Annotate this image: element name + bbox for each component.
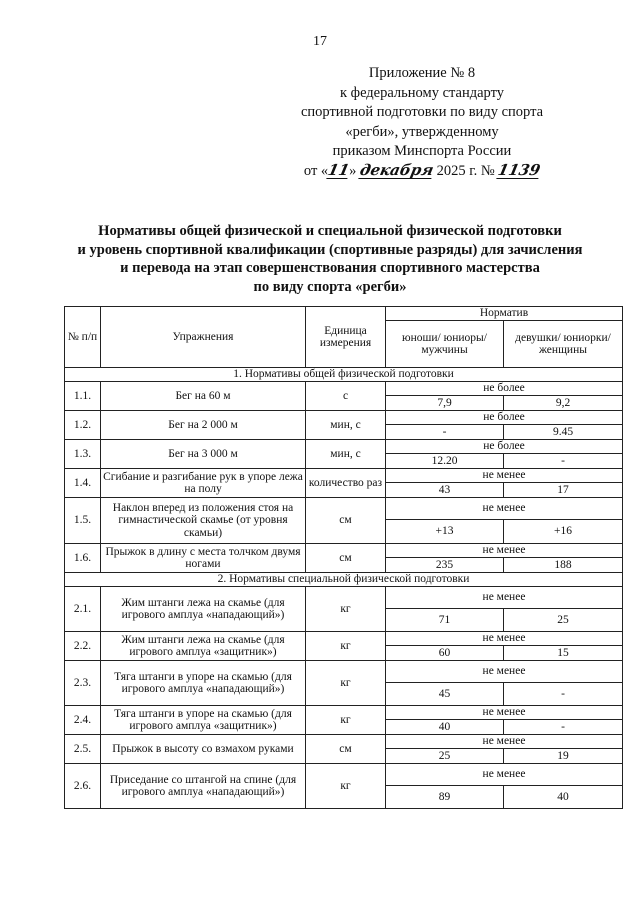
male-value: +13	[386, 520, 504, 544]
section-row	[65, 573, 623, 587]
exercise-name: Тяга штанги в упоре на скамью (для игрового амплуа «защитник»)	[101, 706, 306, 735]
male-value: 60	[386, 646, 504, 661]
page-number: 17	[313, 34, 327, 49]
table-row	[65, 498, 623, 520]
table-row	[65, 382, 623, 396]
row-number: 1.2.	[65, 411, 101, 440]
section-title: 2. Нормативы специальной физической подготовки	[65, 573, 623, 587]
header-male: юноши/ юниоры/ мужчины	[386, 321, 504, 368]
exercise-name: Сгибание и разгибание рук в упоре лежа на полу	[101, 469, 306, 498]
unit-of-measure: кг	[306, 661, 386, 706]
male-value: 43	[386, 483, 504, 498]
row-number: 1.3.	[65, 440, 101, 469]
header-unit: Единица измерения	[306, 307, 386, 368]
male-value: -	[386, 425, 504, 440]
row-number: 1.1.	[65, 382, 101, 411]
document-title	[60, 222, 600, 296]
norm-condition: не менее	[386, 544, 623, 558]
exercise-name: Жим штанги лежа на скамье (для игрового амплуа «нападающий»)	[101, 587, 306, 632]
table-row	[65, 469, 623, 483]
exercise-name: Наклон вперед из положения стоя на гимнастической скамье (от уровня скамьи)	[101, 498, 306, 544]
male-value: 235	[386, 558, 504, 573]
male-value: 89	[386, 785, 504, 808]
table-row	[65, 544, 623, 558]
female-value: -	[504, 454, 623, 469]
female-value: -	[504, 720, 623, 735]
title-line: по виду спорта «регби»	[253, 278, 407, 295]
female-value: 9.45	[504, 425, 623, 440]
norm-condition: не менее	[386, 661, 623, 683]
norm-condition: не более	[386, 382, 623, 396]
male-value: 40	[386, 720, 504, 735]
norm-condition: не менее	[386, 469, 623, 483]
exercise-name: Бег на 3 000 м	[101, 440, 306, 469]
unit-of-measure: с	[306, 382, 386, 411]
unit-of-measure: см	[306, 498, 386, 544]
table-row	[65, 440, 623, 454]
table-row	[65, 661, 623, 683]
female-value: +16	[504, 520, 623, 544]
male-value: 45	[386, 682, 504, 705]
row-number: 1.6.	[65, 544, 101, 573]
table-row	[65, 764, 623, 786]
title-line: и уровень спортивной квалификации (спортивные разряды) для зачисления	[77, 241, 583, 258]
norm-condition: не менее	[386, 735, 623, 749]
unit-of-measure: кг	[306, 764, 386, 809]
header-exercise: Упражнения	[101, 307, 306, 368]
table-row	[65, 587, 623, 609]
section-title: 1. Нормативы общей физической подготовки	[65, 368, 623, 382]
header-female: девушки/ юниорки/ женщины	[504, 321, 623, 368]
handwritten-month: декабря	[358, 160, 436, 179]
order-date-line	[262, 162, 582, 182]
header-num: № п/п	[65, 307, 101, 368]
date-year: 2025 г. №	[436, 162, 495, 179]
table-row	[65, 411, 623, 425]
female-value: 25	[504, 608, 623, 631]
row-number: 2.4.	[65, 706, 101, 735]
norm-condition: не более	[386, 411, 623, 425]
appendix-line: спортивной подготовки по виду спорта	[300, 104, 544, 120]
header-norm: Норматив	[386, 307, 623, 321]
table-row	[65, 706, 623, 720]
unit-of-measure: кг	[306, 706, 386, 735]
norm-condition: не менее	[386, 706, 623, 720]
female-value: 17	[504, 483, 623, 498]
female-value: 19	[504, 749, 623, 764]
row-number: 2.1.	[65, 587, 101, 632]
female-value: -	[504, 682, 623, 705]
row-number: 1.4.	[65, 469, 101, 498]
male-value: 71	[386, 608, 504, 631]
table-row	[65, 632, 623, 646]
appendix-line: приказом Минспорта России	[332, 143, 512, 159]
unit-of-measure: кг	[306, 632, 386, 661]
male-value: 12.20	[386, 454, 504, 469]
unit-of-measure: см	[306, 544, 386, 573]
unit-of-measure: см	[306, 735, 386, 764]
row-number: 2.2.	[65, 632, 101, 661]
row-number: 1.5.	[65, 498, 101, 544]
row-number: 2.6.	[65, 764, 101, 809]
exercise-name: Прыжок в длину с места толчком двумя ногами	[101, 544, 306, 573]
female-value: 188	[504, 558, 623, 573]
title-line: Нормативы общей физической и специальной физической подготовки	[98, 223, 562, 239]
female-value: 40	[504, 785, 623, 808]
unit-of-measure: кг	[306, 587, 386, 632]
norm-condition: не менее	[386, 498, 623, 520]
row-number: 2.5.	[65, 735, 101, 764]
exercise-name: Приседание со штангой на спине (для игрового амплуа «нападающий»)	[101, 764, 306, 809]
unit-of-measure: мин, с	[306, 440, 386, 469]
norm-condition: не менее	[386, 587, 623, 609]
exercise-name: Бег на 60 м	[101, 382, 306, 411]
norm-condition: не менее	[386, 764, 623, 786]
appendix-line: «регби», утвержденному	[345, 123, 499, 140]
male-value: 7,9	[386, 396, 504, 411]
female-value: 9,2	[504, 396, 623, 411]
unit-of-measure: мин, с	[306, 411, 386, 440]
unit-of-measure: количество раз	[306, 469, 386, 498]
male-value: 25	[386, 749, 504, 764]
exercise-name: Тяга штанги в упоре на скамью (для игрового амплуа «нападающий»)	[101, 661, 306, 706]
handwritten-order-number: 1139	[496, 160, 543, 179]
date-prefix: от «	[303, 162, 329, 179]
exercise-name: Прыжок в высоту со взмахом руками	[101, 735, 306, 764]
appendix-line: Приложение № 8	[368, 65, 476, 81]
table-row	[65, 735, 623, 749]
exercise-name: Бег на 2 000 м	[101, 411, 306, 440]
title-line: и перевода на этап совершенствования спортивного мастерства	[120, 260, 540, 276]
section-row	[65, 368, 623, 382]
handwritten-day: 11	[326, 160, 352, 179]
norm-condition: не менее	[386, 632, 623, 646]
norm-condition: не более	[386, 440, 623, 454]
exercise-name: Жим штанги лежа на скамье (для игрового амплуа «защитник»)	[101, 632, 306, 661]
row-number: 2.3.	[65, 661, 101, 706]
norms-table	[64, 306, 623, 809]
appendix-block	[262, 64, 582, 181]
date-mid: »	[349, 162, 357, 179]
female-value: 15	[504, 646, 623, 661]
appendix-line: к федеральному стандарту	[340, 84, 504, 101]
